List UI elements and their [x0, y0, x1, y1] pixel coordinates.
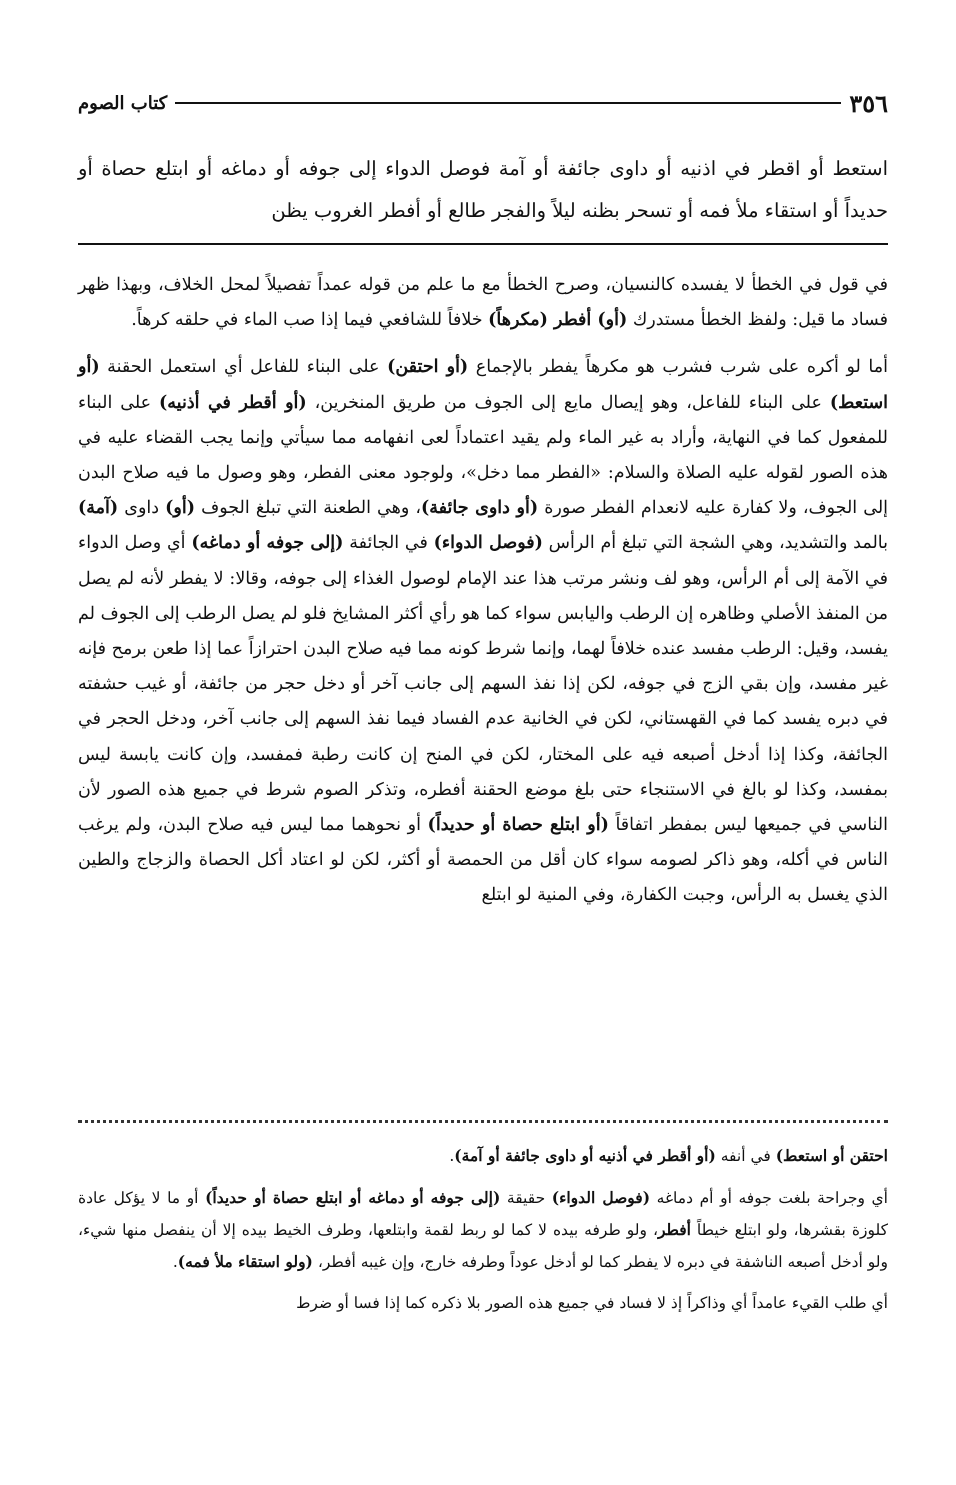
text-run: أي طلب القيء عامداً أي وذاكراً إذ لا فساد في جميع هذه الصور بلا ذكره كما إذا فسا أو ضرط	[296, 1294, 888, 1312]
page-header	[78, 86, 888, 120]
bold-matn-quote: (فوصل الدواء)	[551, 1188, 651, 1207]
bold-matn-quote: (أو استعط)	[78, 357, 888, 413]
matn-paragraph: استعط أو اقطر في اذنيه أو داوى جائفة أو آمة فوصل الدواء إلى جوفه أو دماغه أو ابتلع حصاة أو حديداً أو استقاء ملأ فمه أو تسحر بظنه ليلاً والفجر طالع أو أفطر الغروب يظن	[78, 157, 888, 222]
text-run: على البناء للمفعول كما في النهاية، وأراد به غير الماء ولم يقيد اعتماداً لعى انفهامه مما سيأتي وإنما يجب القضاء عليه في هذه الصور لقوله عليه الصلاة والسلام: «الفطر مما دخل»، ولوجود معنى الفطر، وهو وصول ما فيه صلاح البدن إلى الجوف، ولا كفارة عليه لانعدام الفطر صورة	[78, 392, 889, 519]
text-run: .	[172, 1253, 178, 1271]
bold-matn-quote: (أو) أفطر (مكرهاً)	[488, 310, 628, 331]
text-run: أو ما لا يؤكل عادة كلوزة بقشرها، ولو ابتلع خيطاً	[78, 1189, 888, 1239]
dotted-separator	[78, 1120, 888, 1129]
text-run: أو نحوهما مما ليس فيه صلاح البدن، ولم يرغب الناس في أكله، وهو ذاكر لصومه سواء كان أقل من الحمصة أو أكثر، لكن لو اعتاد أكل الحصاة والزجاج والطين الذي يغسل به الرأس، وجبت الكفارة، وفي المنية لو ابتلع	[78, 815, 888, 906]
bold-matn-quote: (أو احتقن)	[387, 357, 469, 378]
bold-matn-quote: (أو ابتلع حصاة أو حديداً)	[427, 815, 609, 836]
sharh-paragraph-1	[78, 268, 888, 338]
text-run: ، وهي الطعنة التي تبلغ الجوف	[195, 498, 421, 519]
text-run: في قول في الخطأ لا يفسده كالنسيان، وصرح الخطأ مع ما علم من قوله عمداً تفصيلاً لمحل الخلاف، وبهذا ظهر فساد ما قيل: ولفظ الخطأ مستدرك	[78, 275, 888, 331]
text-run: حقيقة	[500, 1189, 552, 1207]
bold-matn-quote: (أو أقطر في أذنيه أو داوى جائفة أو آمة)	[454, 1146, 716, 1165]
matn-separator-rule	[78, 243, 888, 245]
bold-matn-quote: (إلى جوفه أو دماغه)	[191, 533, 344, 554]
bold-matn-quote: أفطر	[657, 1220, 691, 1239]
sharh-text-block	[78, 268, 888, 914]
matn-text-block	[78, 148, 888, 232]
bold-matn-quote: (آمة)	[78, 498, 119, 519]
header-rule	[175, 102, 841, 104]
text-run: أي وجراحة بلغت جوفه أو أم دماغه	[650, 1189, 888, 1207]
hashiya-text-block	[78, 1140, 888, 1319]
sharh-paragraph-2	[78, 350, 888, 913]
page-number: ٣٥٦	[849, 88, 888, 118]
bold-matn-quote: (أو)	[165, 498, 196, 519]
text-run: بالمد والتشديد، وهي الشجة التي تبلغ أم الرأس	[542, 533, 889, 554]
text-run: داوى	[118, 498, 166, 519]
book-title: كتاب الصوم	[78, 92, 168, 114]
bold-matn-quote: (فوصل الدواء)	[433, 533, 543, 554]
hashiya-paragraph-1	[78, 1140, 888, 1172]
bold-matn-quote: احتقن أو استعط)	[775, 1146, 888, 1165]
text-run: على البناء للفاعل أي استعمل الحقنة	[99, 357, 388, 378]
text-run: في الجائفة	[343, 533, 434, 554]
bold-matn-quote: (أو داوى جائفة)	[421, 498, 539, 519]
bold-matn-quote: (ولو استقاء ملأ فمه)	[177, 1252, 313, 1271]
hashiya-paragraph-3	[78, 1288, 888, 1319]
text-run: خلافاً للشافعي فيما إذا صب الماء في حلقه كرهاً.	[131, 310, 489, 331]
text-run: أما لو أكره على شرب فشرب هو مكرهاً يفطر بالإجماع	[468, 357, 888, 378]
text-run: على البناء للفاعل، وهو إيصال مايع إلى الجوف من طريق المنخرين،	[306, 392, 830, 413]
bold-matn-quote: (أو أقطر في أذنيه)	[159, 392, 307, 413]
hashiya-paragraph-2	[78, 1182, 888, 1278]
bold-matn-quote: (إلى جوفه أو دماغه أو ابتلع حصاة أو حديداً)	[205, 1188, 501, 1207]
text-run: ، ولو طرفه بيده لا كما لو ربط لقمة وابتلعها، وطرف الخيط بيده إلا أن ينفصل منها شيء، ولو أدخل أصبعه الناشفة في دبره لا يفطر كما لو أدخل عوداً وطرفه خارج، وإن غيبه أفطر،	[78, 1221, 888, 1271]
text-run: في أنفه	[715, 1147, 776, 1165]
text-run: .	[449, 1147, 455, 1165]
text-run: أي وصل الدواء في الآمة إلى أم الرأس، وهو لف ونشر مرتب هذا عند الإمام لوصول الغذاء إلى جوفه، وقالا: لا يفطر لأنه لم يصل من المنفذ الأصلي وظاهره إن الرطب واليابس سواء كما هو رأي أكثر المشايخ فلو لم يصل الرطب إلى الجوف لم يفسد، وقيل: الرطب مفسد عنده خلافاً لهما، وإنما شرط كونه مما فيه صلاح البدن احترازاً عما إذا طعن برمح فإنه غير مفسد، وإن بقي الزج في جوفه، لكن إذا نفذ السهم إلى جانب آخر أو دخل حجر من جائفة، أو غيب حشفته في دبره يفسد كما في القهستاني، لكن في الخانية عدم الفساد فيما نفذ السهم إلى جانب آخر، ودخل الحجر في الجائفة، وكذا إذا أدخل أصبعه فيه على المختار، لكن في المنح إن كانت رطبة فمفسد، وإن كانت يابسة ليس بمفسد، وكذا لو بالغ في الاستنجاء حتى بلغ موضع الحقنة أفطره، وتذكر الصوم شرط في جميع هذه الصور لأن الناسي في جميعها ليس بمفطر اتفاقاً	[78, 533, 888, 836]
